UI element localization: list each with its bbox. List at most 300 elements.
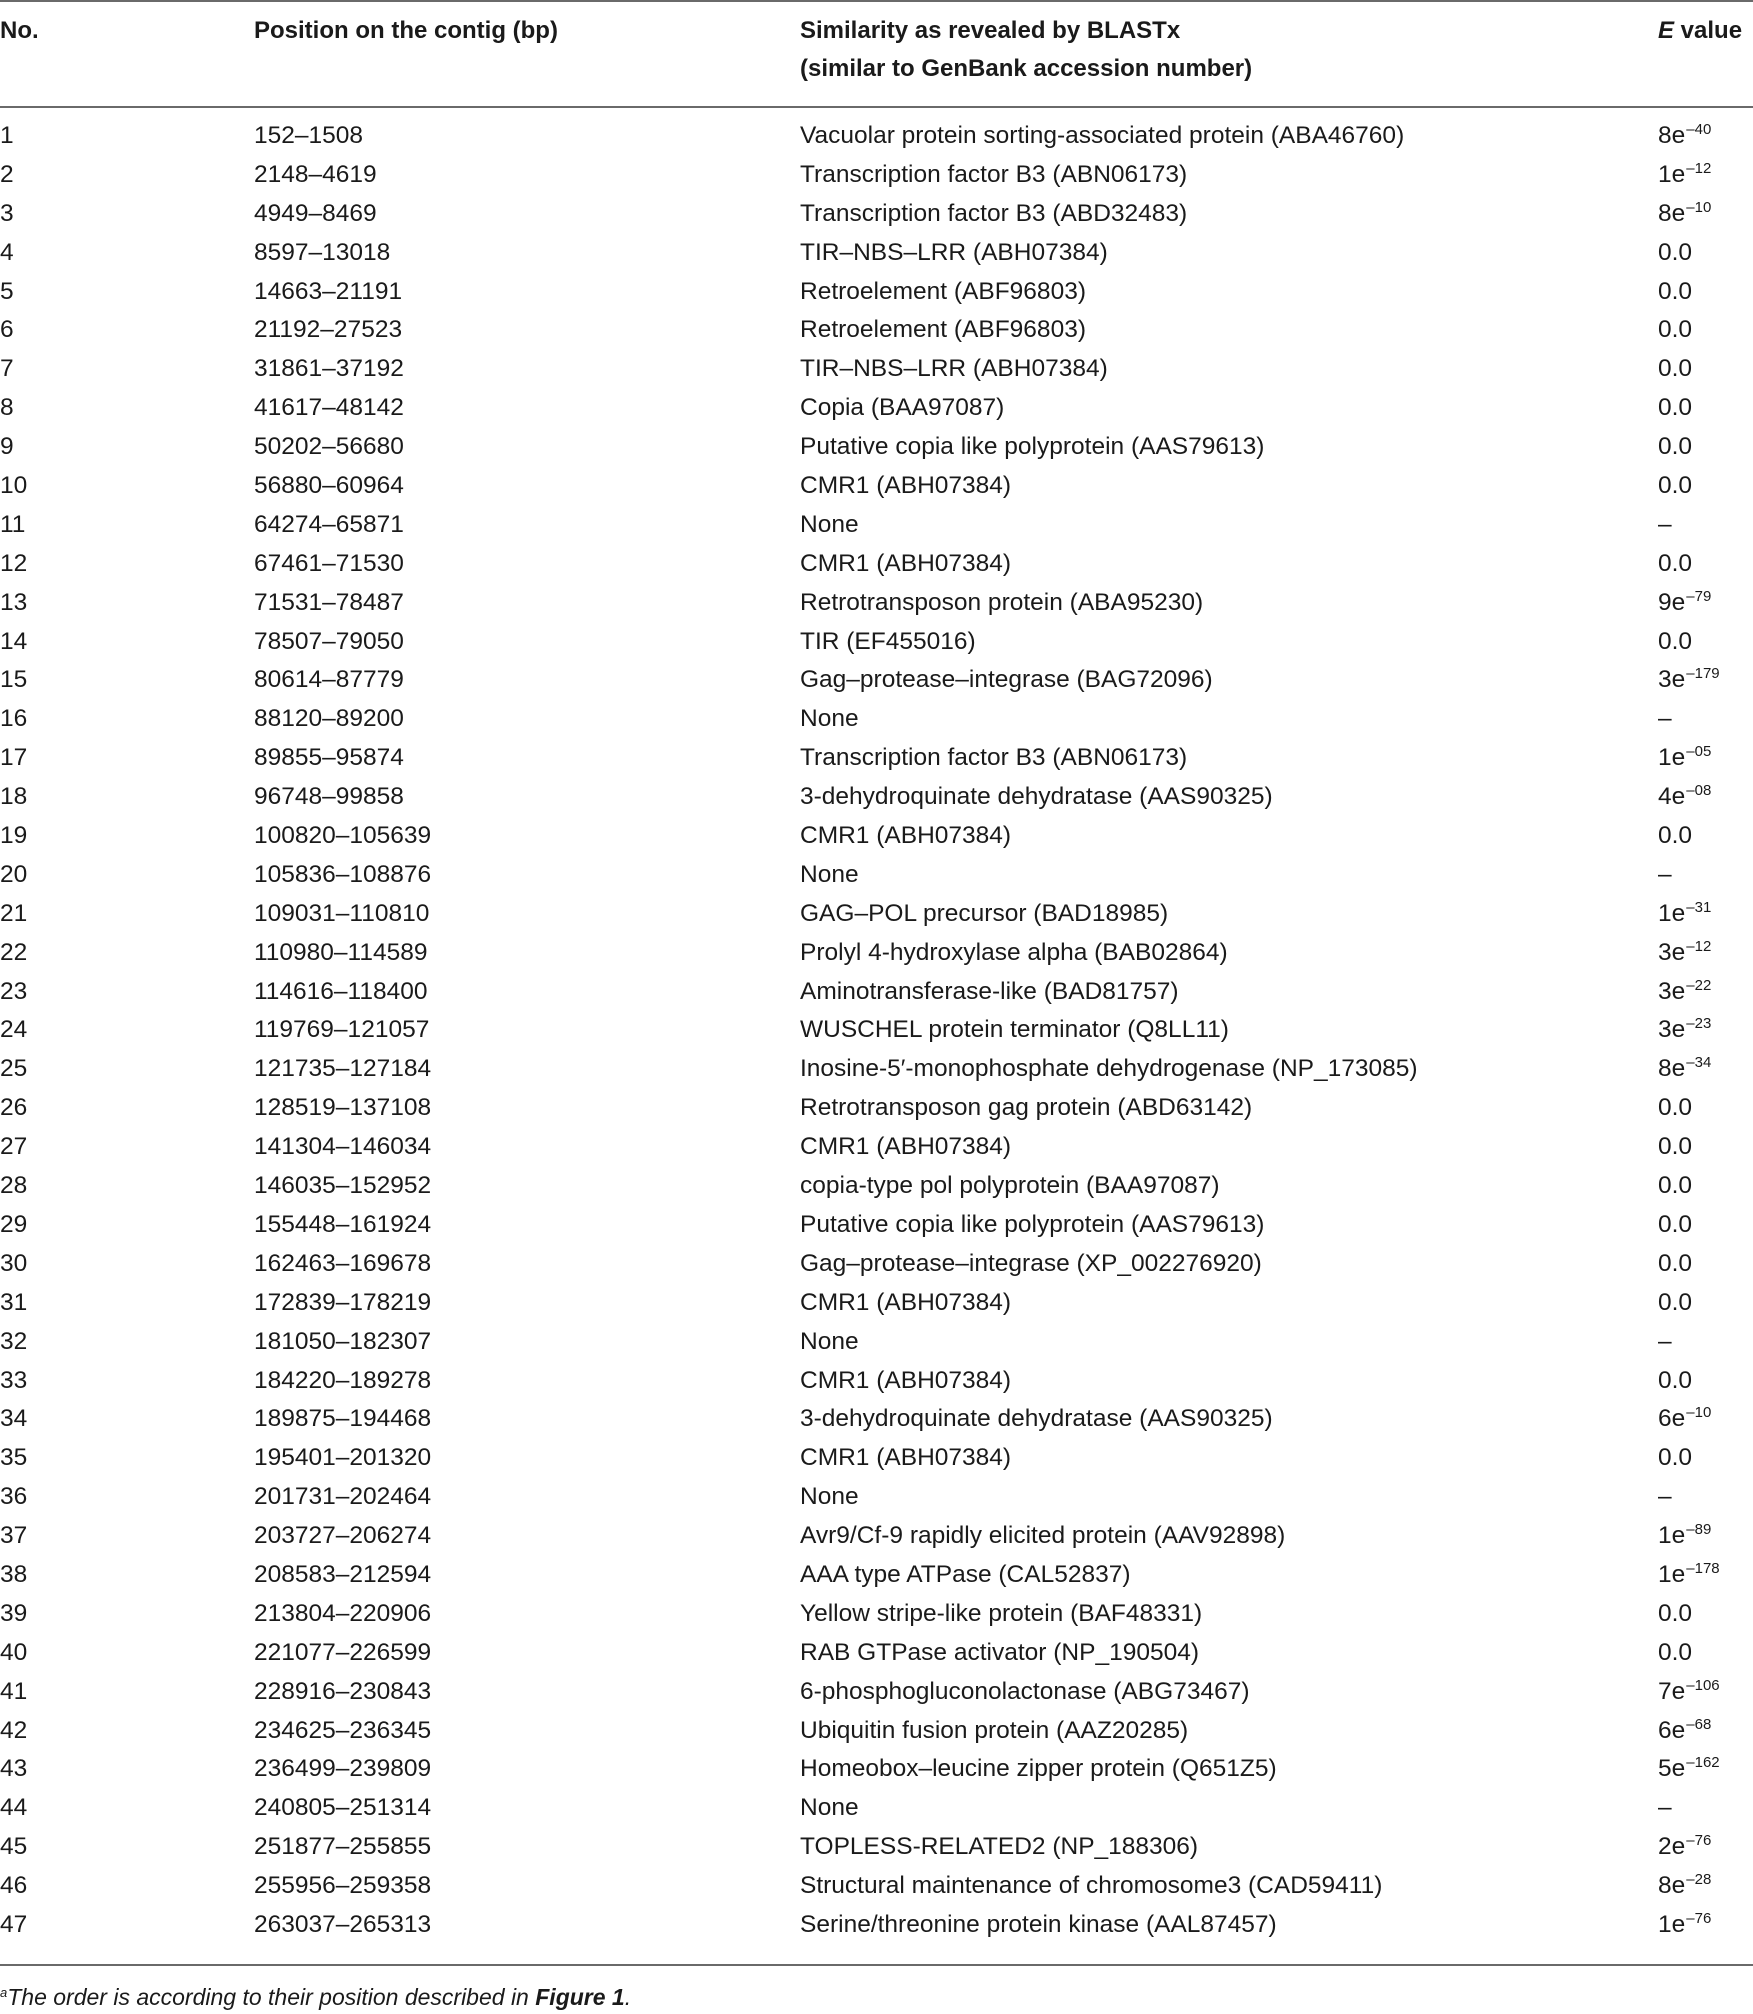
row-evalue-exponent: –05 [1686, 743, 1712, 761]
row-evalue-base: 0.0 [1658, 277, 1693, 305]
row-evalue-base: – [1658, 705, 1672, 733]
table-row [0, 506, 1753, 545]
table-row [0, 311, 1753, 350]
table-row [0, 234, 1753, 273]
table-row [0, 623, 1753, 662]
row-number: 9 [0, 433, 14, 461]
row-position: 155448–161924 [254, 1210, 432, 1238]
row-evalue-base: 3e [1658, 977, 1686, 1005]
row-position: 162463–169678 [254, 1249, 432, 1277]
table-row [0, 467, 1753, 506]
row-evalue [1658, 1167, 1692, 1206]
row-similarity: Yellow stripe-like protein (BAF48331) [800, 1599, 1203, 1627]
row-evalue [1658, 1050, 1711, 1092]
row-number: 40 [0, 1638, 28, 1666]
row-evalue-base: – [1658, 860, 1672, 888]
row-evalue [1658, 1634, 1692, 1673]
row-similarity: Transcription factor B3 (ABD32483) [800, 199, 1188, 227]
table-row [0, 350, 1753, 389]
row-similarity: Retrotransposon gag protein (ABD63142) [800, 1094, 1253, 1122]
row-evalue [1658, 1673, 1720, 1715]
row-number: 11 [0, 510, 26, 538]
row-similarity: Avr9/Cf-9 rapidly elicited protein (AAV92898) [800, 1522, 1286, 1550]
row-number: 28 [0, 1172, 28, 1200]
row-similarity: TIR (EF455016) [800, 627, 976, 655]
table-row [0, 1634, 1753, 1673]
row-position: 2148–4619 [254, 160, 377, 188]
row-position: 189875–194468 [254, 1405, 432, 1433]
row-position: 67461–71530 [254, 549, 404, 577]
row-similarity: Transcription factor B3 (ABN06173) [800, 744, 1188, 772]
table-row [0, 1400, 1753, 1439]
row-similarity: GAG–POL precursor (BAD18985) [800, 899, 1169, 927]
row-evalue-base: 0.0 [1658, 355, 1693, 383]
row-evalue-base: 0.0 [1658, 1172, 1693, 1200]
row-evalue [1658, 1478, 1672, 1517]
row-position: 31861–37192 [254, 355, 404, 383]
row-evalue-base: 8e [1658, 122, 1686, 149]
row-similarity: None [800, 1794, 859, 1822]
table-row [0, 428, 1753, 467]
table-row [0, 778, 1753, 817]
row-evalue-base: 0.0 [1658, 394, 1693, 422]
row-evalue [1658, 934, 1711, 976]
row-position: 213804–220906 [254, 1599, 432, 1627]
row-similarity: 6-phosphogluconolactonase (ABG73467) [800, 1677, 1250, 1705]
row-number: 41 [0, 1677, 28, 1705]
row-number: 20 [0, 860, 28, 888]
row-similarity: Retrotransposon protein (ABA95230) [800, 588, 1204, 616]
footnote-end: . [624, 1984, 632, 2010]
row-number: 23 [0, 977, 28, 1005]
row-position: 146035–152952 [254, 1172, 432, 1200]
row-similarity: Putative copia like polyprotein (AAS79613) [800, 433, 1265, 461]
row-evalue-exponent: –106 [1686, 1676, 1720, 1694]
table-row [0, 817, 1753, 856]
row-number: 16 [0, 705, 28, 733]
row-number: 46 [0, 1872, 28, 1900]
row-position: 110980–114589 [254, 938, 428, 966]
row-position: 88120–89200 [254, 705, 404, 733]
footnote [0, 1984, 631, 2011]
row-position: 14663–21191 [254, 277, 403, 305]
row-similarity: Serine/threonine protein kinase (AAL87457) [800, 1910, 1277, 1938]
row-evalue [1658, 1789, 1672, 1828]
table-row [0, 156, 1753, 195]
row-evalue [1658, 1245, 1692, 1284]
row-evalue-base: 0.0 [1658, 1210, 1693, 1238]
row-evalue-exponent: –40 [1686, 121, 1712, 138]
top-rule [0, 0, 1753, 2]
row-evalue-exponent: –22 [1686, 976, 1712, 994]
header-similarity-line2: (similar to GenBank accession number) [800, 55, 1253, 82]
row-similarity: None [800, 1327, 859, 1355]
row-number: 32 [0, 1327, 28, 1355]
row-evalue-base: 3e [1658, 1016, 1686, 1044]
table-row [0, 1128, 1753, 1167]
row-evalue-exponent: –31 [1686, 898, 1712, 916]
row-evalue [1658, 311, 1692, 350]
row-evalue-base: – [1658, 1483, 1672, 1511]
row-evalue [1658, 117, 1711, 159]
row-position: 89855–95874 [254, 744, 404, 772]
table-row [0, 1517, 1753, 1556]
row-evalue [1658, 467, 1692, 506]
table-row [0, 1867, 1753, 1906]
row-position: 109031–110810 [254, 899, 430, 927]
row-evalue-exponent: –79 [1686, 587, 1712, 605]
row-number: 2 [0, 160, 14, 188]
row-position: 228916–230843 [254, 1677, 432, 1705]
row-position: 41617–48142 [254, 394, 404, 422]
row-evalue-base: 0.0 [1658, 472, 1693, 500]
row-number: 36 [0, 1483, 28, 1511]
row-evalue-exponent: –178 [1686, 1559, 1720, 1577]
row-position: 64274–65871 [254, 510, 404, 538]
row-position: 121735–127184 [254, 1055, 432, 1083]
row-position: 96748–99858 [254, 783, 404, 811]
row-similarity: Transcription factor B3 (ABN06173) [800, 160, 1188, 188]
row-position: 50202–56680 [254, 433, 404, 461]
row-position: 234625–236345 [254, 1716, 432, 1744]
row-evalue [1658, 1011, 1711, 1053]
row-evalue [1658, 1517, 1711, 1559]
row-evalue-exponent: –12 [1686, 159, 1712, 177]
row-similarity: CMR1 (ABH07384) [800, 549, 1012, 577]
row-evalue [1658, 778, 1711, 820]
row-evalue-base: 0.0 [1658, 1444, 1693, 1472]
row-evalue-exponent: –162 [1686, 1754, 1720, 1772]
row-position: 184220–189278 [254, 1366, 432, 1394]
row-evalue-base: 6e [1658, 1405, 1686, 1433]
row-similarity: None [800, 705, 859, 733]
row-similarity: CMR1 (ABH07384) [800, 1288, 1012, 1316]
row-evalue [1658, 234, 1692, 273]
row-evalue [1658, 1556, 1720, 1598]
row-number: 44 [0, 1794, 28, 1822]
header-evalue-italic: E [1658, 17, 1675, 44]
row-number: 42 [0, 1716, 28, 1744]
row-similarity: Prolyl 4-hydroxylase alpha (BAB02864) [800, 938, 1228, 966]
row-evalue-base: 0.0 [1658, 1638, 1693, 1666]
row-evalue [1658, 1439, 1692, 1478]
row-similarity: Vacuolar protein sorting-associated protein (ABA46760) [800, 122, 1405, 149]
row-evalue-exponent: –76 [1686, 1909, 1712, 1927]
row-position: 195401–201320 [254, 1444, 432, 1472]
row-evalue-exponent: –89 [1686, 1521, 1712, 1539]
row-evalue-base: 3e [1658, 938, 1686, 966]
row-evalue [1658, 350, 1692, 389]
row-similarity: Retroelement (ABF96803) [800, 277, 1086, 305]
table-row [0, 1556, 1753, 1595]
row-similarity: WUSCHEL protein terminator (Q8LL11) [800, 1016, 1229, 1044]
row-number: 7 [0, 355, 14, 383]
row-evalue [1658, 545, 1692, 584]
table-row [0, 195, 1753, 234]
row-position: 80614–87779 [254, 666, 404, 694]
row-position: 128519–137108 [254, 1094, 432, 1122]
row-position: 236499–239809 [254, 1755, 432, 1783]
row-position: 251877–255855 [254, 1833, 432, 1861]
row-evalue-exponent: –28 [1686, 1871, 1712, 1889]
row-similarity: Structural maintenance of chromosome3 (CAD59411) [800, 1872, 1383, 1900]
row-number: 24 [0, 1016, 28, 1044]
row-similarity: Inosine-5′-monophosphate dehydrogenase (NP_173085) [800, 1055, 1418, 1083]
row-evalue [1658, 700, 1672, 739]
row-similarity: Gag–protease–integrase (BAG72096) [800, 666, 1213, 694]
row-position: 105836–108876 [254, 860, 432, 888]
row-similarity: Ubiquitin fusion protein (AAZ20285) [800, 1716, 1189, 1744]
row-similarity: None [800, 860, 859, 888]
header-similarity [800, 12, 1660, 88]
row-evalue [1658, 1089, 1692, 1128]
row-similarity: Putative copia like polyprotein (AAS79613) [800, 1210, 1265, 1238]
row-number: 26 [0, 1094, 28, 1122]
row-evalue [1658, 1595, 1692, 1634]
row-similarity: Aminotransferase-like (BAD81757) [800, 977, 1179, 1005]
row-position: 21192–27523 [254, 316, 403, 344]
table-body [0, 117, 1753, 1945]
row-evalue [1658, 1867, 1711, 1909]
footnote-marker: a [0, 1985, 8, 2000]
table-row [0, 117, 1753, 156]
table-row [0, 1284, 1753, 1323]
row-number: 38 [0, 1560, 28, 1588]
row-similarity: CMR1 (ABH07384) [800, 1444, 1012, 1472]
row-evalue-base: 0.0 [1658, 1288, 1693, 1316]
row-evalue [1658, 1400, 1711, 1442]
row-evalue-base: 8e [1658, 199, 1686, 227]
row-evalue-base: 4e [1658, 783, 1686, 811]
row-similarity: CMR1 (ABH07384) [800, 1133, 1012, 1161]
row-position: 221077–226599 [254, 1638, 432, 1666]
row-evalue [1658, 273, 1692, 312]
table-row [0, 1245, 1753, 1284]
table-row [0, 1712, 1753, 1751]
table-row [0, 584, 1753, 623]
row-similarity: Copia (BAA97087) [800, 394, 1005, 422]
row-evalue [1658, 1828, 1711, 1870]
table-row [0, 895, 1753, 934]
row-evalue [1658, 1712, 1711, 1754]
row-number: 14 [0, 627, 28, 655]
row-evalue [1658, 584, 1711, 626]
footnote-figure-ref: Figure 1 [535, 1984, 625, 2010]
row-similarity: Homeobox–leucine zipper protein (Q651Z5) [800, 1755, 1277, 1783]
row-number: 45 [0, 1833, 28, 1861]
row-evalue-base: 0.0 [1658, 1133, 1693, 1161]
row-number: 39 [0, 1599, 28, 1627]
row-evalue [1658, 895, 1711, 937]
table-row [0, 856, 1753, 895]
row-evalue-base: 1e [1658, 1522, 1686, 1550]
row-position: 263037–265313 [254, 1910, 432, 1938]
row-position: 71531–78487 [254, 588, 404, 616]
table-row [0, 545, 1753, 584]
row-similarity: 3-dehydroquinate dehydratase (AAS90325) [800, 783, 1273, 811]
row-number: 12 [0, 549, 28, 577]
row-evalue-base: 0.0 [1658, 1249, 1693, 1277]
table-row [0, 273, 1753, 312]
row-evalue-base: 0.0 [1658, 1094, 1693, 1122]
row-evalue-base: 3e [1658, 666, 1686, 694]
row-number: 37 [0, 1522, 28, 1550]
table-row [0, 1906, 1753, 1945]
row-similarity: AAA type ATPase (CAL52837) [800, 1560, 1131, 1588]
row-similarity: Retroelement (ABF96803) [800, 316, 1086, 344]
row-number: 18 [0, 783, 28, 811]
row-evalue-base: 0.0 [1658, 433, 1693, 461]
row-evalue-base: 1e [1658, 744, 1686, 772]
row-number: 29 [0, 1210, 28, 1238]
header-evalue [1658, 12, 1742, 50]
row-similarity: copia-type pol polyprotein (BAA97087) [800, 1172, 1220, 1200]
row-number: 15 [0, 666, 28, 694]
row-evalue-base: 9e [1658, 588, 1686, 616]
row-evalue-base: 6e [1658, 1716, 1686, 1744]
row-similarity: CMR1 (ABH07384) [800, 822, 1012, 850]
row-number: 8 [0, 394, 14, 422]
row-similarity: TIR–NBS–LRR (ABH07384) [800, 238, 1108, 266]
row-number: 6 [0, 316, 14, 344]
row-position: 78507–79050 [254, 627, 404, 655]
row-evalue-exponent: –10 [1686, 1404, 1712, 1422]
row-evalue-exponent: –76 [1686, 1832, 1712, 1850]
row-position: 119769–121057 [254, 1016, 430, 1044]
row-similarity: RAB GTPase activator (NP_190504) [800, 1638, 1199, 1666]
row-evalue-base: – [1658, 510, 1672, 538]
table-row [0, 661, 1753, 700]
row-evalue [1658, 1206, 1692, 1245]
row-evalue [1658, 506, 1672, 545]
row-evalue-exponent: –34 [1686, 1054, 1712, 1072]
row-evalue-exponent: –23 [1686, 1015, 1712, 1033]
row-position: 201731–202464 [254, 1483, 432, 1511]
row-evalue [1658, 428, 1692, 467]
row-position: 203727–206274 [254, 1522, 432, 1550]
table-row [0, 1011, 1753, 1050]
row-evalue-base: 5e [1658, 1755, 1686, 1783]
row-position: 8597–13018 [254, 238, 391, 266]
row-evalue [1658, 1906, 1711, 1948]
row-evalue [1658, 739, 1711, 781]
row-evalue [1658, 623, 1692, 662]
table-row [0, 973, 1753, 1012]
row-evalue [1658, 389, 1692, 428]
row-similarity: 3-dehydroquinate dehydratase (AAS90325) [800, 1405, 1273, 1433]
table-row [0, 1828, 1753, 1867]
table-row [0, 1089, 1753, 1128]
table-row [0, 389, 1753, 428]
row-number: 13 [0, 588, 28, 616]
row-similarity: None [800, 1483, 859, 1511]
row-evalue-base: – [1658, 1794, 1672, 1822]
row-evalue-base: 8e [1658, 1872, 1686, 1900]
row-evalue-exponent: –12 [1686, 937, 1712, 955]
table-row [0, 1323, 1753, 1362]
row-evalue [1658, 1284, 1692, 1323]
row-similarity: Gag–protease–integrase (XP_002276920) [800, 1249, 1262, 1277]
row-position: 181050–182307 [254, 1327, 432, 1355]
table-row [0, 934, 1753, 973]
row-evalue [1658, 156, 1711, 198]
row-number: 1 [0, 122, 14, 149]
table-row [0, 1595, 1753, 1634]
table-row [0, 1050, 1753, 1089]
row-number: 17 [0, 744, 28, 772]
row-number: 43 [0, 1755, 28, 1783]
row-position: 141304–146034 [254, 1133, 432, 1161]
row-number: 33 [0, 1366, 28, 1394]
row-number: 25 [0, 1055, 28, 1083]
table-row [0, 1478, 1753, 1517]
row-evalue [1658, 856, 1672, 895]
row-position: 172839–178219 [254, 1288, 432, 1316]
row-similarity: CMR1 (ABH07384) [800, 1366, 1012, 1394]
footnote-text: The order is according to their position described in [7, 1984, 536, 2010]
table-row [0, 1439, 1753, 1478]
row-number: 35 [0, 1444, 28, 1472]
row-evalue-base: 8e [1658, 1055, 1686, 1083]
row-evalue-base: 1e [1658, 1910, 1686, 1938]
row-similarity: CMR1 (ABH07384) [800, 472, 1012, 500]
row-number: 3 [0, 199, 14, 227]
row-number: 4 [0, 238, 14, 266]
row-evalue-base: 1e [1658, 899, 1686, 927]
row-similarity: None [800, 510, 859, 538]
table-row [0, 1789, 1753, 1828]
row-number: 10 [0, 472, 28, 500]
row-evalue-exponent: –10 [1686, 198, 1712, 216]
row-evalue [1658, 973, 1711, 1015]
bottom-rule [0, 1964, 1753, 1966]
row-evalue-exponent: –08 [1686, 782, 1712, 800]
table-row [0, 1673, 1753, 1712]
row-evalue-base: 2e [1658, 1833, 1686, 1861]
table-row [0, 1750, 1753, 1789]
header-no: No. [0, 17, 39, 44]
row-number: 47 [0, 1910, 28, 1938]
row-position: 240805–251314 [254, 1794, 432, 1822]
row-evalue-base: 0.0 [1658, 627, 1693, 655]
row-similarity: TIR–NBS–LRR (ABH07384) [800, 355, 1108, 383]
row-evalue [1658, 1750, 1720, 1792]
row-evalue-base: 0.0 [1658, 1366, 1693, 1394]
table-row [0, 1206, 1753, 1245]
row-similarity: TOPLESS-RELATED2 (NP_188306) [800, 1833, 1199, 1861]
row-evalue-exponent: –179 [1686, 665, 1720, 683]
row-evalue [1658, 1362, 1692, 1401]
table-row [0, 739, 1753, 778]
row-position: 4949–8469 [254, 199, 377, 227]
row-number: 19 [0, 822, 28, 850]
table-row [0, 1362, 1753, 1401]
row-evalue-base: 1e [1658, 160, 1686, 188]
row-position: 255956–259358 [254, 1872, 432, 1900]
row-evalue [1658, 817, 1692, 856]
row-evalue-base: 1e [1658, 1560, 1686, 1588]
row-number: 27 [0, 1133, 28, 1161]
row-evalue-base: 0.0 [1658, 238, 1693, 266]
header-similarity-line1: Similarity as revealed by BLASTx [800, 17, 1181, 44]
row-evalue [1658, 1128, 1692, 1167]
table-row [0, 1167, 1753, 1206]
row-number: 31 [0, 1288, 28, 1316]
row-number: 21 [0, 899, 28, 927]
row-evalue-exponent: –68 [1686, 1715, 1712, 1733]
row-position: 114616–118400 [254, 977, 428, 1005]
row-number: 22 [0, 938, 28, 966]
